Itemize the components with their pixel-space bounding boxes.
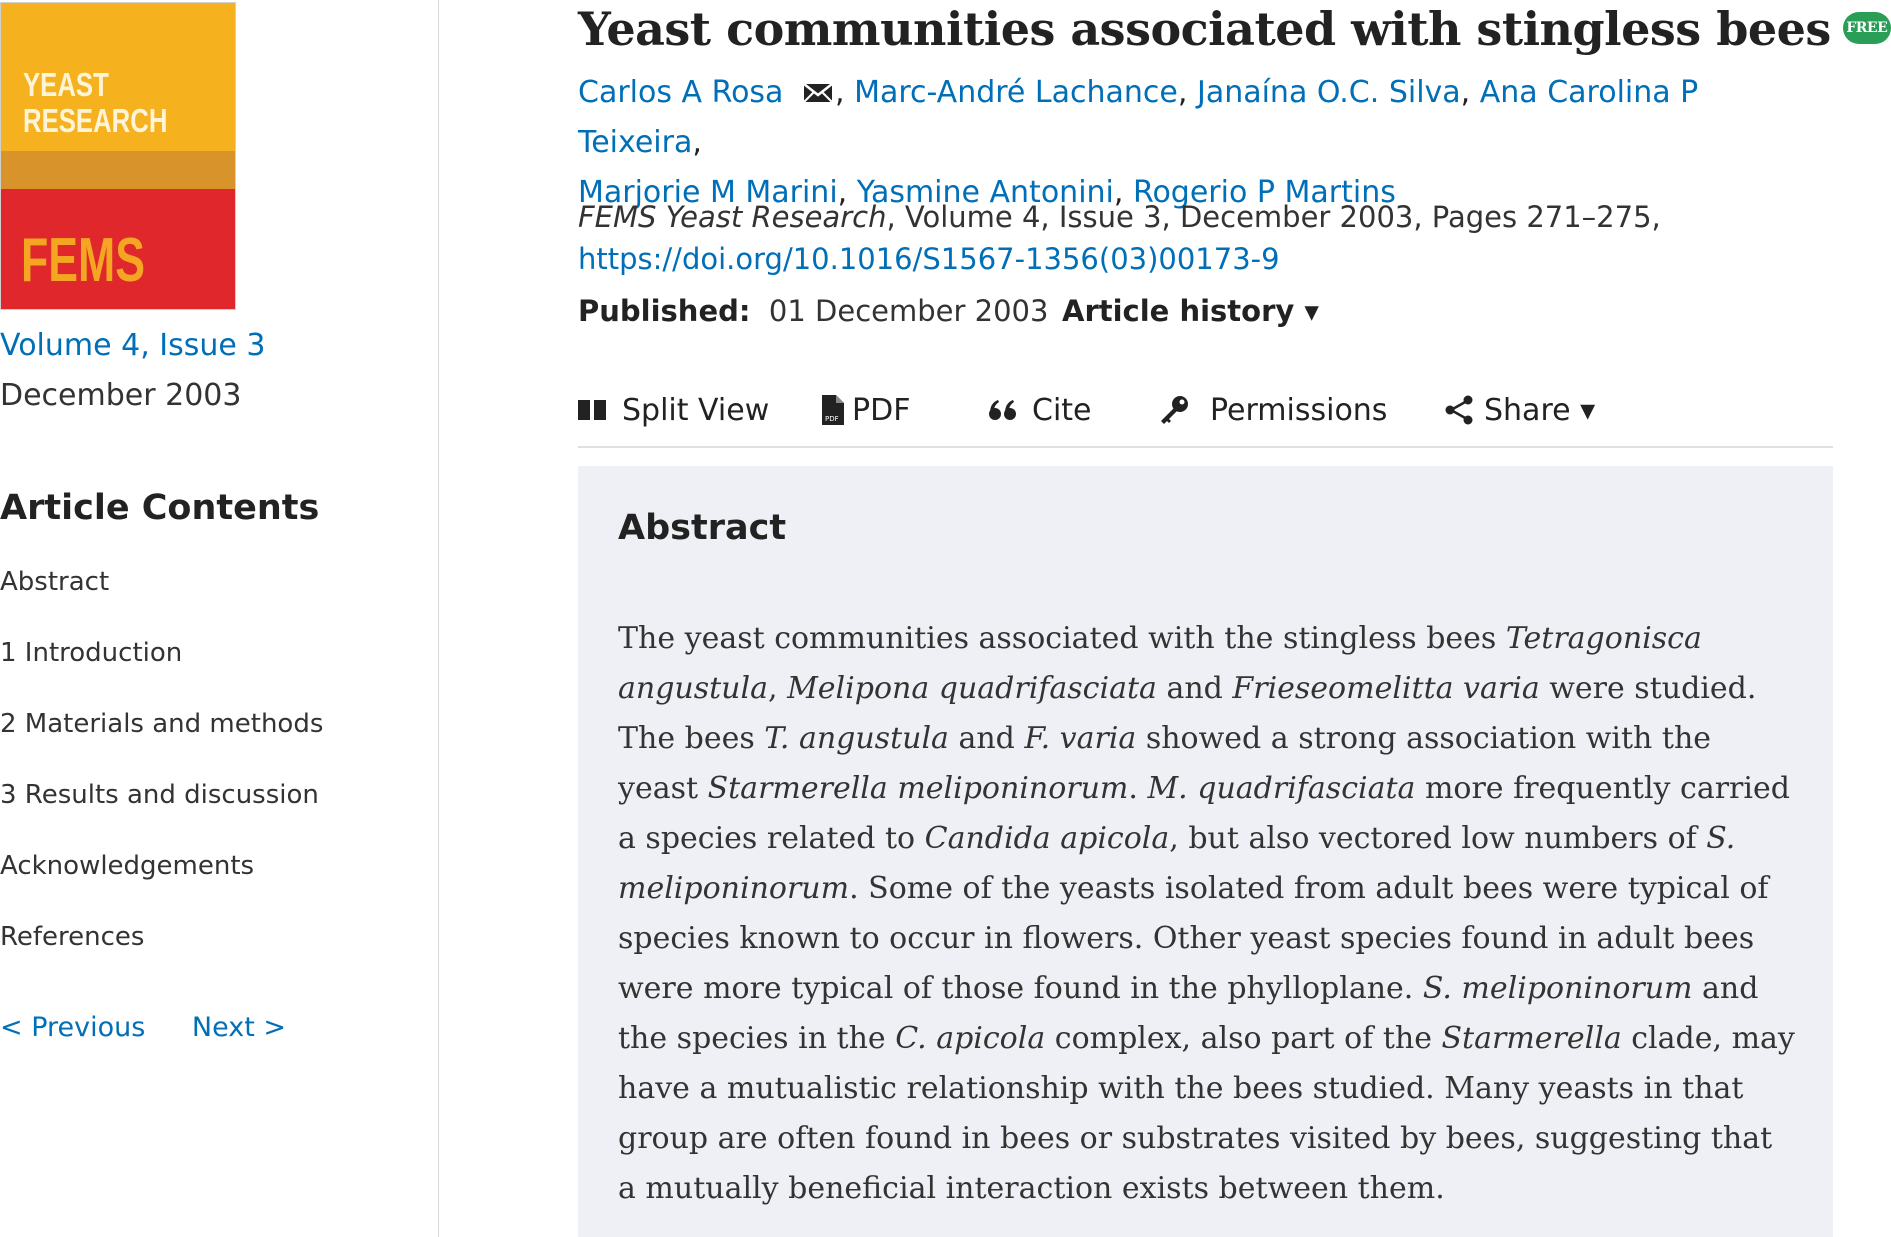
pdf-label: PDF xyxy=(852,392,911,428)
abstract-species-name: T. angustula xyxy=(764,721,949,756)
toc-item-materials-methods[interactable]: 2 Materials and methods xyxy=(0,709,324,739)
citation-details: , Volume 4, Issue 3, December 2003, Pages 271–275, xyxy=(886,200,1661,234)
share-icon xyxy=(1444,395,1474,425)
split-view-button[interactable] xyxy=(578,386,769,434)
abstract-species-name: C. apicola xyxy=(895,1021,1046,1056)
abstract-species-name: S. meliponinorum xyxy=(1422,971,1693,1006)
author-list: Carlos A Rosa , Marc-André Lachance, Janaína O.C. Silva, Ana Carolina P Teixeira, Marjorie M Marini, Yasmine Antonini, Rogerio P Martins xyxy=(578,75,1699,210)
cover-title xyxy=(23,67,167,139)
article-toolbar xyxy=(578,386,1833,448)
author-link[interactable]: Marjorie M Marini xyxy=(578,175,838,210)
journal-cover-image[interactable] xyxy=(0,2,236,310)
author-link[interactable]: Marc-André Lachance xyxy=(854,75,1178,110)
pagination xyxy=(0,1012,324,1043)
abstract-species-name: Candida apicola xyxy=(924,821,1170,856)
cite-label: Cite xyxy=(1032,392,1092,428)
cover-brand: FEMS xyxy=(21,226,146,295)
quote-icon xyxy=(988,399,1018,421)
free-badge: FREE xyxy=(1843,12,1891,44)
abstract-text-segment: and xyxy=(1156,671,1233,706)
previous-link[interactable]: < Previous xyxy=(0,1012,146,1043)
abstract-text-segment: showed a strong association with the yeast xyxy=(618,721,1712,806)
published-info xyxy=(578,294,1048,328)
author-link[interactable]: Ana Carolina P Teixeira xyxy=(578,75,1699,160)
toc-list xyxy=(0,560,323,986)
abstract-text-segment: complex, also part of the xyxy=(1045,1021,1442,1056)
envelope-icon[interactable] xyxy=(803,82,833,104)
abstract-heading: Abstract xyxy=(618,508,787,548)
issue-date: December 2003 xyxy=(0,378,242,413)
toc-item-abstract[interactable]: Abstract xyxy=(0,567,110,597)
cover-line1: YEAST xyxy=(23,66,109,103)
permissions-button[interactable] xyxy=(1158,386,1387,434)
split-view-icon xyxy=(578,398,608,422)
split-view-label: Split View xyxy=(622,392,770,428)
published-label: Published: xyxy=(578,294,751,328)
share-label: Share ▾ xyxy=(1484,392,1596,428)
abstract-species-name: F. varia xyxy=(1024,721,1137,756)
abstract-text xyxy=(618,614,1798,1214)
sidebar xyxy=(0,0,439,1237)
toc-item-introduction[interactable]: 1 Introduction xyxy=(0,638,183,668)
abstract-text-segment: were studied. The bees xyxy=(618,671,1757,756)
abstract-text-segment: clade, may have a mutualistic relationship with the bees studied. Many yeasts in that group are often found in bees or substrates visited by bees, suggesting that a mutually beneficial interaction exists between them. xyxy=(618,1021,1795,1206)
toc-item-references[interactable]: References xyxy=(0,922,145,952)
abstract-species-name: M. quadrifasciata xyxy=(1147,771,1416,806)
permissions-label: Permissions xyxy=(1210,392,1388,428)
author-link[interactable]: Yasmine Antonini xyxy=(856,175,1114,210)
cover-band xyxy=(1,151,235,191)
abstract-species-name: Starmerella meliponinorum xyxy=(707,771,1129,806)
article-title-row xyxy=(578,2,1888,56)
author-link[interactable]: Carlos A Rosa xyxy=(578,75,784,110)
cite-button[interactable] xyxy=(988,386,1092,434)
toc-item-acknowledgements[interactable]: Acknowledgements xyxy=(0,851,255,881)
article-history-dropdown[interactable]: Article history ▾ xyxy=(1062,294,1319,328)
article-contents-heading: Article Contents xyxy=(0,488,320,528)
abstract-species-name: S. meliponinorum xyxy=(618,821,1736,906)
abstract-species-name: Tetragonisca angustula xyxy=(618,621,1702,706)
key-icon xyxy=(1158,394,1190,426)
toc-item-results-discussion[interactable]: 3 Results and discussion xyxy=(0,780,319,810)
svg-text:PDF: PDF xyxy=(825,415,839,423)
author-link[interactable]: Rogerio P Martins xyxy=(1132,175,1396,210)
abstract-text-segment: . xyxy=(1128,771,1148,806)
abstract-text-segment: more frequently carried a species related to xyxy=(618,771,1790,856)
next-link[interactable]: Next > xyxy=(191,1012,287,1043)
share-dropdown[interactable] xyxy=(1444,386,1595,434)
abstract-text-segment: . Some of the yeasts isolated from adult bees were typical of species known to occur in flowers. Other yeast species found in adult bees were more typical of those found in the phylloplane. xyxy=(618,871,1769,1006)
published-date: 01 December 2003 xyxy=(768,294,1049,328)
citation-line xyxy=(578,192,1661,242)
abstract-text-segment: The yeast communities associated with the stingless bees xyxy=(618,621,1506,656)
author-link[interactable]: Janaína O.C. Silva xyxy=(1196,75,1461,110)
abstract-text-segment: , but also vectored low numbers of xyxy=(1169,821,1707,856)
doi-link[interactable]: https://doi.org/10.1016/S1567-1356(03)00173-9 xyxy=(578,242,1280,276)
abstract-text-segment: , xyxy=(768,671,788,706)
pdf-file-icon xyxy=(822,395,844,425)
journal-name: FEMS Yeast Research xyxy=(578,200,887,234)
abstract-species-name: Starmerella xyxy=(1441,1021,1622,1056)
issue-link[interactable]: Volume 4, Issue 3 xyxy=(0,328,266,363)
cover-line2: RESEARCH xyxy=(23,102,168,139)
article-title: Yeast communities associated with stingless bees xyxy=(578,2,1831,56)
abstract-text-segment: and the species in the xyxy=(618,971,1759,1056)
abstract-text-segment: and xyxy=(948,721,1025,756)
abstract-species-name: Frieseomelitta varia xyxy=(1232,671,1540,706)
abstract-species-name: Melipona quadrifasciata xyxy=(787,671,1157,706)
abstract-section xyxy=(578,466,1833,1237)
pdf-button[interactable] xyxy=(822,386,910,434)
